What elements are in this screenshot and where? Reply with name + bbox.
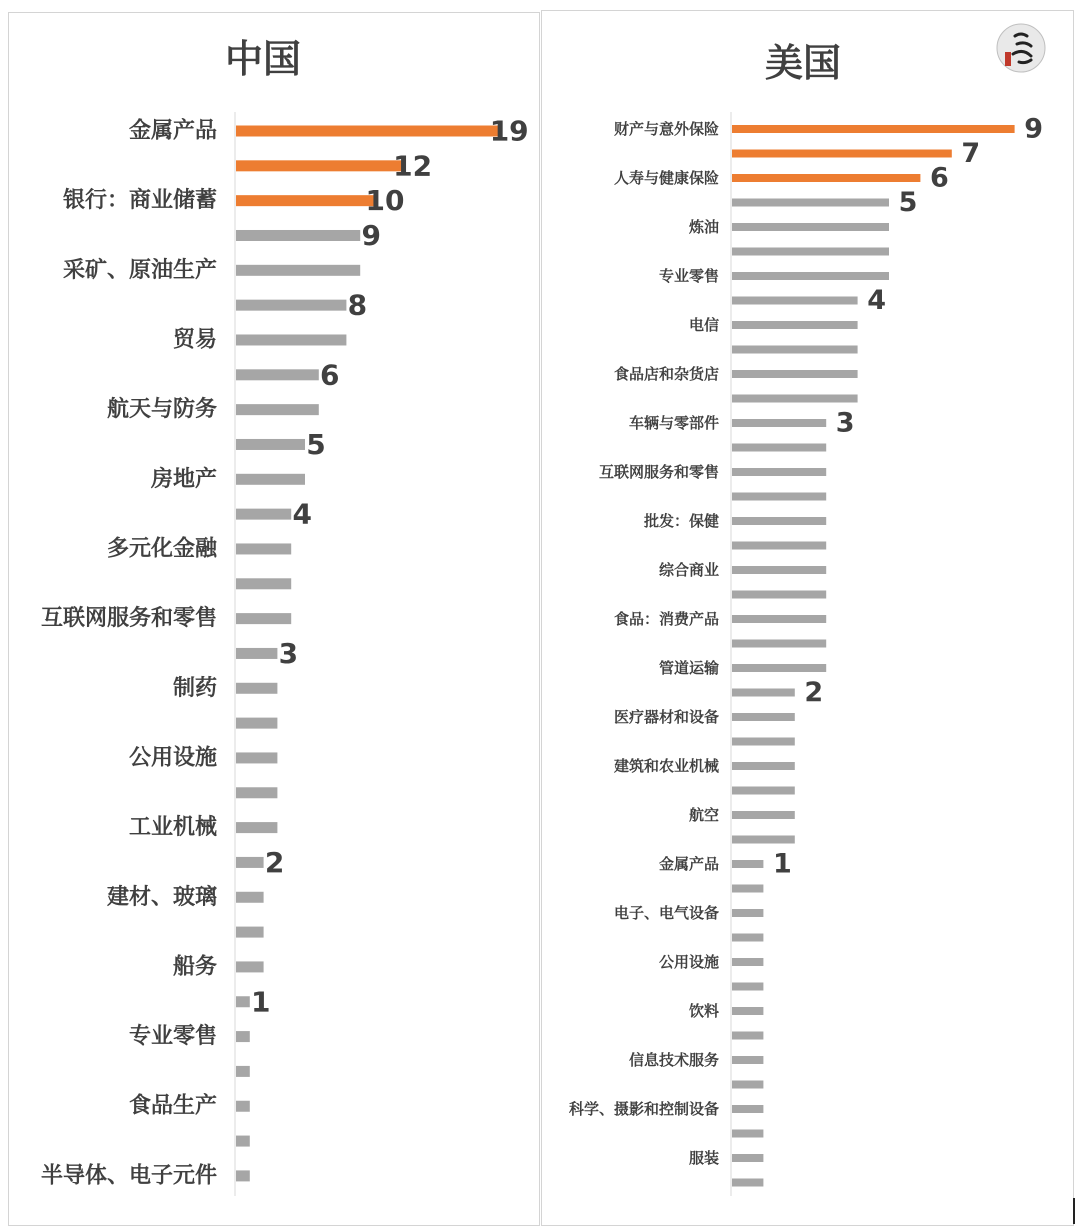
brand-logo	[995, 22, 1047, 74]
usa-bar	[732, 346, 858, 354]
usa-data-label: 3	[835, 407, 855, 439]
usa-bar	[732, 983, 763, 991]
usa-bar	[732, 1179, 763, 1187]
usa-category-label: 饮料	[688, 1002, 719, 1020]
china-bar	[236, 578, 291, 589]
china-category-label: 工业机械	[128, 815, 217, 841]
usa-bar	[732, 174, 920, 182]
china-bar	[236, 1170, 250, 1181]
usa-category-label: 管道运输	[658, 659, 719, 677]
usa-bar	[732, 272, 889, 280]
china-category-label: 半导体、电子元件	[40, 1163, 217, 1189]
usa-bar	[732, 370, 858, 378]
corner-mark	[1073, 1198, 1075, 1224]
usa-bar	[732, 615, 826, 623]
china-data-label: 3	[278, 636, 299, 670]
usa-bar	[732, 150, 952, 158]
china-category-label: 贸易	[172, 327, 217, 353]
china-bar	[236, 961, 264, 972]
usa-bar	[732, 909, 763, 917]
china-category-label: 采矿、原油生产	[62, 257, 217, 283]
usa-category-label: 金属产品	[658, 855, 719, 873]
china-data-label: 19	[489, 114, 529, 148]
china-category-label: 制药	[172, 675, 217, 701]
usa-bar	[732, 395, 858, 403]
usa-bar	[732, 248, 889, 256]
usa-category-label: 公用设施	[658, 953, 719, 971]
china-bar	[236, 857, 264, 868]
china-bar	[236, 613, 291, 624]
china-bar	[236, 1031, 250, 1042]
china-bar	[236, 822, 277, 833]
usa-bar	[732, 664, 826, 672]
china-bar	[236, 369, 319, 380]
china-bar	[236, 1136, 250, 1147]
china-bar	[236, 892, 264, 903]
usa-category-label: 建筑和农业机械	[613, 757, 719, 775]
usa-category-label: 互联网服务和零售	[598, 463, 719, 481]
usa-category-label: 食品：消费产品	[613, 610, 719, 628]
usa-data-label: 4	[867, 285, 886, 316]
usa-data-label: 1	[773, 848, 792, 880]
usa-bar	[732, 860, 763, 868]
usa-bar	[732, 787, 795, 795]
china-category-label: 互联网服务和零售	[40, 606, 217, 632]
usa-data-label: 9	[1024, 113, 1043, 145]
usa-category-label: 科学、摄影和控制设备	[568, 1100, 719, 1118]
china-category-label: 食品生产	[128, 1093, 217, 1119]
china-bar	[236, 126, 498, 137]
usa-bar	[732, 468, 826, 476]
china-bar	[236, 787, 277, 798]
usa-bar	[732, 1056, 763, 1064]
china-bar	[236, 718, 277, 729]
china-chart-title: 中国	[224, 37, 301, 81]
china-category-label: 建材、玻璃	[106, 884, 217, 910]
usa-bar	[732, 836, 795, 844]
china-category-label: 专业零售	[128, 1024, 217, 1050]
usa-category-label: 人寿与健康保险	[613, 169, 719, 187]
usa-data-label: 7	[961, 138, 981, 169]
usa-bar	[732, 689, 795, 697]
usa-bar	[732, 762, 795, 770]
china-bar	[236, 1101, 250, 1112]
china-bar	[236, 474, 305, 485]
china-bar	[236, 683, 277, 694]
china-bar	[236, 543, 291, 554]
china-category-label: 多元化金融	[106, 536, 217, 562]
usa-bar	[732, 738, 795, 746]
usa-bar	[732, 444, 826, 452]
china-category-label: 航天与防务	[106, 397, 217, 423]
usa-category-label: 医疗器材和设备	[613, 708, 719, 726]
usa-bar	[732, 1105, 763, 1113]
china-data-label: 4	[292, 497, 312, 531]
china-bar	[236, 439, 305, 450]
china-category-label: 公用设施	[128, 745, 217, 771]
usa-bar	[732, 811, 795, 819]
usa-bar	[732, 321, 858, 329]
usa-data-label: 5	[898, 187, 918, 218]
china-category-label: 房地产	[150, 466, 217, 492]
usa-data-label: 6	[930, 162, 949, 194]
usa-category-label: 服装	[688, 1149, 719, 1167]
usa-bar	[732, 1081, 763, 1089]
china-bar	[236, 648, 277, 659]
china-data-label: 1	[251, 985, 271, 1019]
china-bar	[236, 160, 402, 171]
china-bar	[236, 334, 346, 345]
usa-bar	[732, 517, 826, 525]
usa-bar	[732, 1130, 763, 1138]
china-category-label: 银行：商业储蓄	[62, 188, 217, 214]
usa-bar	[732, 542, 826, 550]
usa-category-label: 炼油	[688, 218, 719, 236]
usa-category-label: 电信	[688, 316, 719, 334]
china-category-label: 金属产品	[128, 118, 217, 144]
china-bar	[236, 752, 277, 763]
usa-bar	[732, 125, 1015, 133]
usa-category-label: 航空	[688, 806, 719, 824]
usa-category-label: 批发：保健	[643, 512, 719, 530]
china-data-label: 5	[306, 427, 326, 461]
china-data-label: 9	[361, 218, 381, 252]
usa-bar	[732, 640, 826, 648]
usa-chart-title: 美国	[764, 41, 841, 85]
usa-bar	[732, 223, 889, 231]
usa-bar	[732, 958, 763, 966]
china-bar	[236, 404, 319, 415]
china-data-label: 12	[393, 149, 433, 183]
china-bar	[236, 195, 374, 206]
china-data-label: 2	[264, 845, 285, 879]
china-data-label: 10	[365, 184, 405, 218]
usa-category-label: 食品店和杂货店	[613, 365, 719, 383]
usa-category-label: 财产与意外保险	[613, 120, 719, 138]
usa-bar	[732, 493, 826, 501]
china-bar	[236, 927, 264, 938]
usa-category-label: 综合商业	[658, 561, 719, 579]
usa-bar	[732, 713, 795, 721]
china-category-label: 船务	[172, 954, 217, 980]
usa-bar	[732, 1007, 763, 1015]
usa-bar	[732, 199, 889, 207]
china-bar	[236, 265, 360, 276]
china-data-label: 6	[320, 358, 340, 392]
usa-category-label: 信息技术服务	[628, 1051, 719, 1069]
usa-category-label: 专业零售	[658, 267, 719, 285]
usa-bar	[732, 591, 826, 599]
usa-bar	[732, 1032, 763, 1040]
usa-bar	[732, 419, 826, 427]
china-bar	[236, 230, 360, 241]
china-bar	[236, 1066, 250, 1077]
usa-bar	[732, 297, 858, 305]
usa-data-label: 2	[804, 677, 824, 708]
china-bar	[236, 996, 250, 1007]
usa-bar	[732, 566, 826, 574]
usa-bar	[732, 1154, 763, 1162]
china-bar	[236, 509, 291, 520]
usa-category-label: 车辆与零部件	[628, 414, 719, 432]
china-data-label: 8	[347, 288, 368, 322]
usa-bar	[732, 934, 763, 942]
china-bar	[236, 300, 346, 311]
usa-category-label: 电子、电气设备	[613, 904, 719, 922]
usa-bar	[732, 885, 763, 893]
